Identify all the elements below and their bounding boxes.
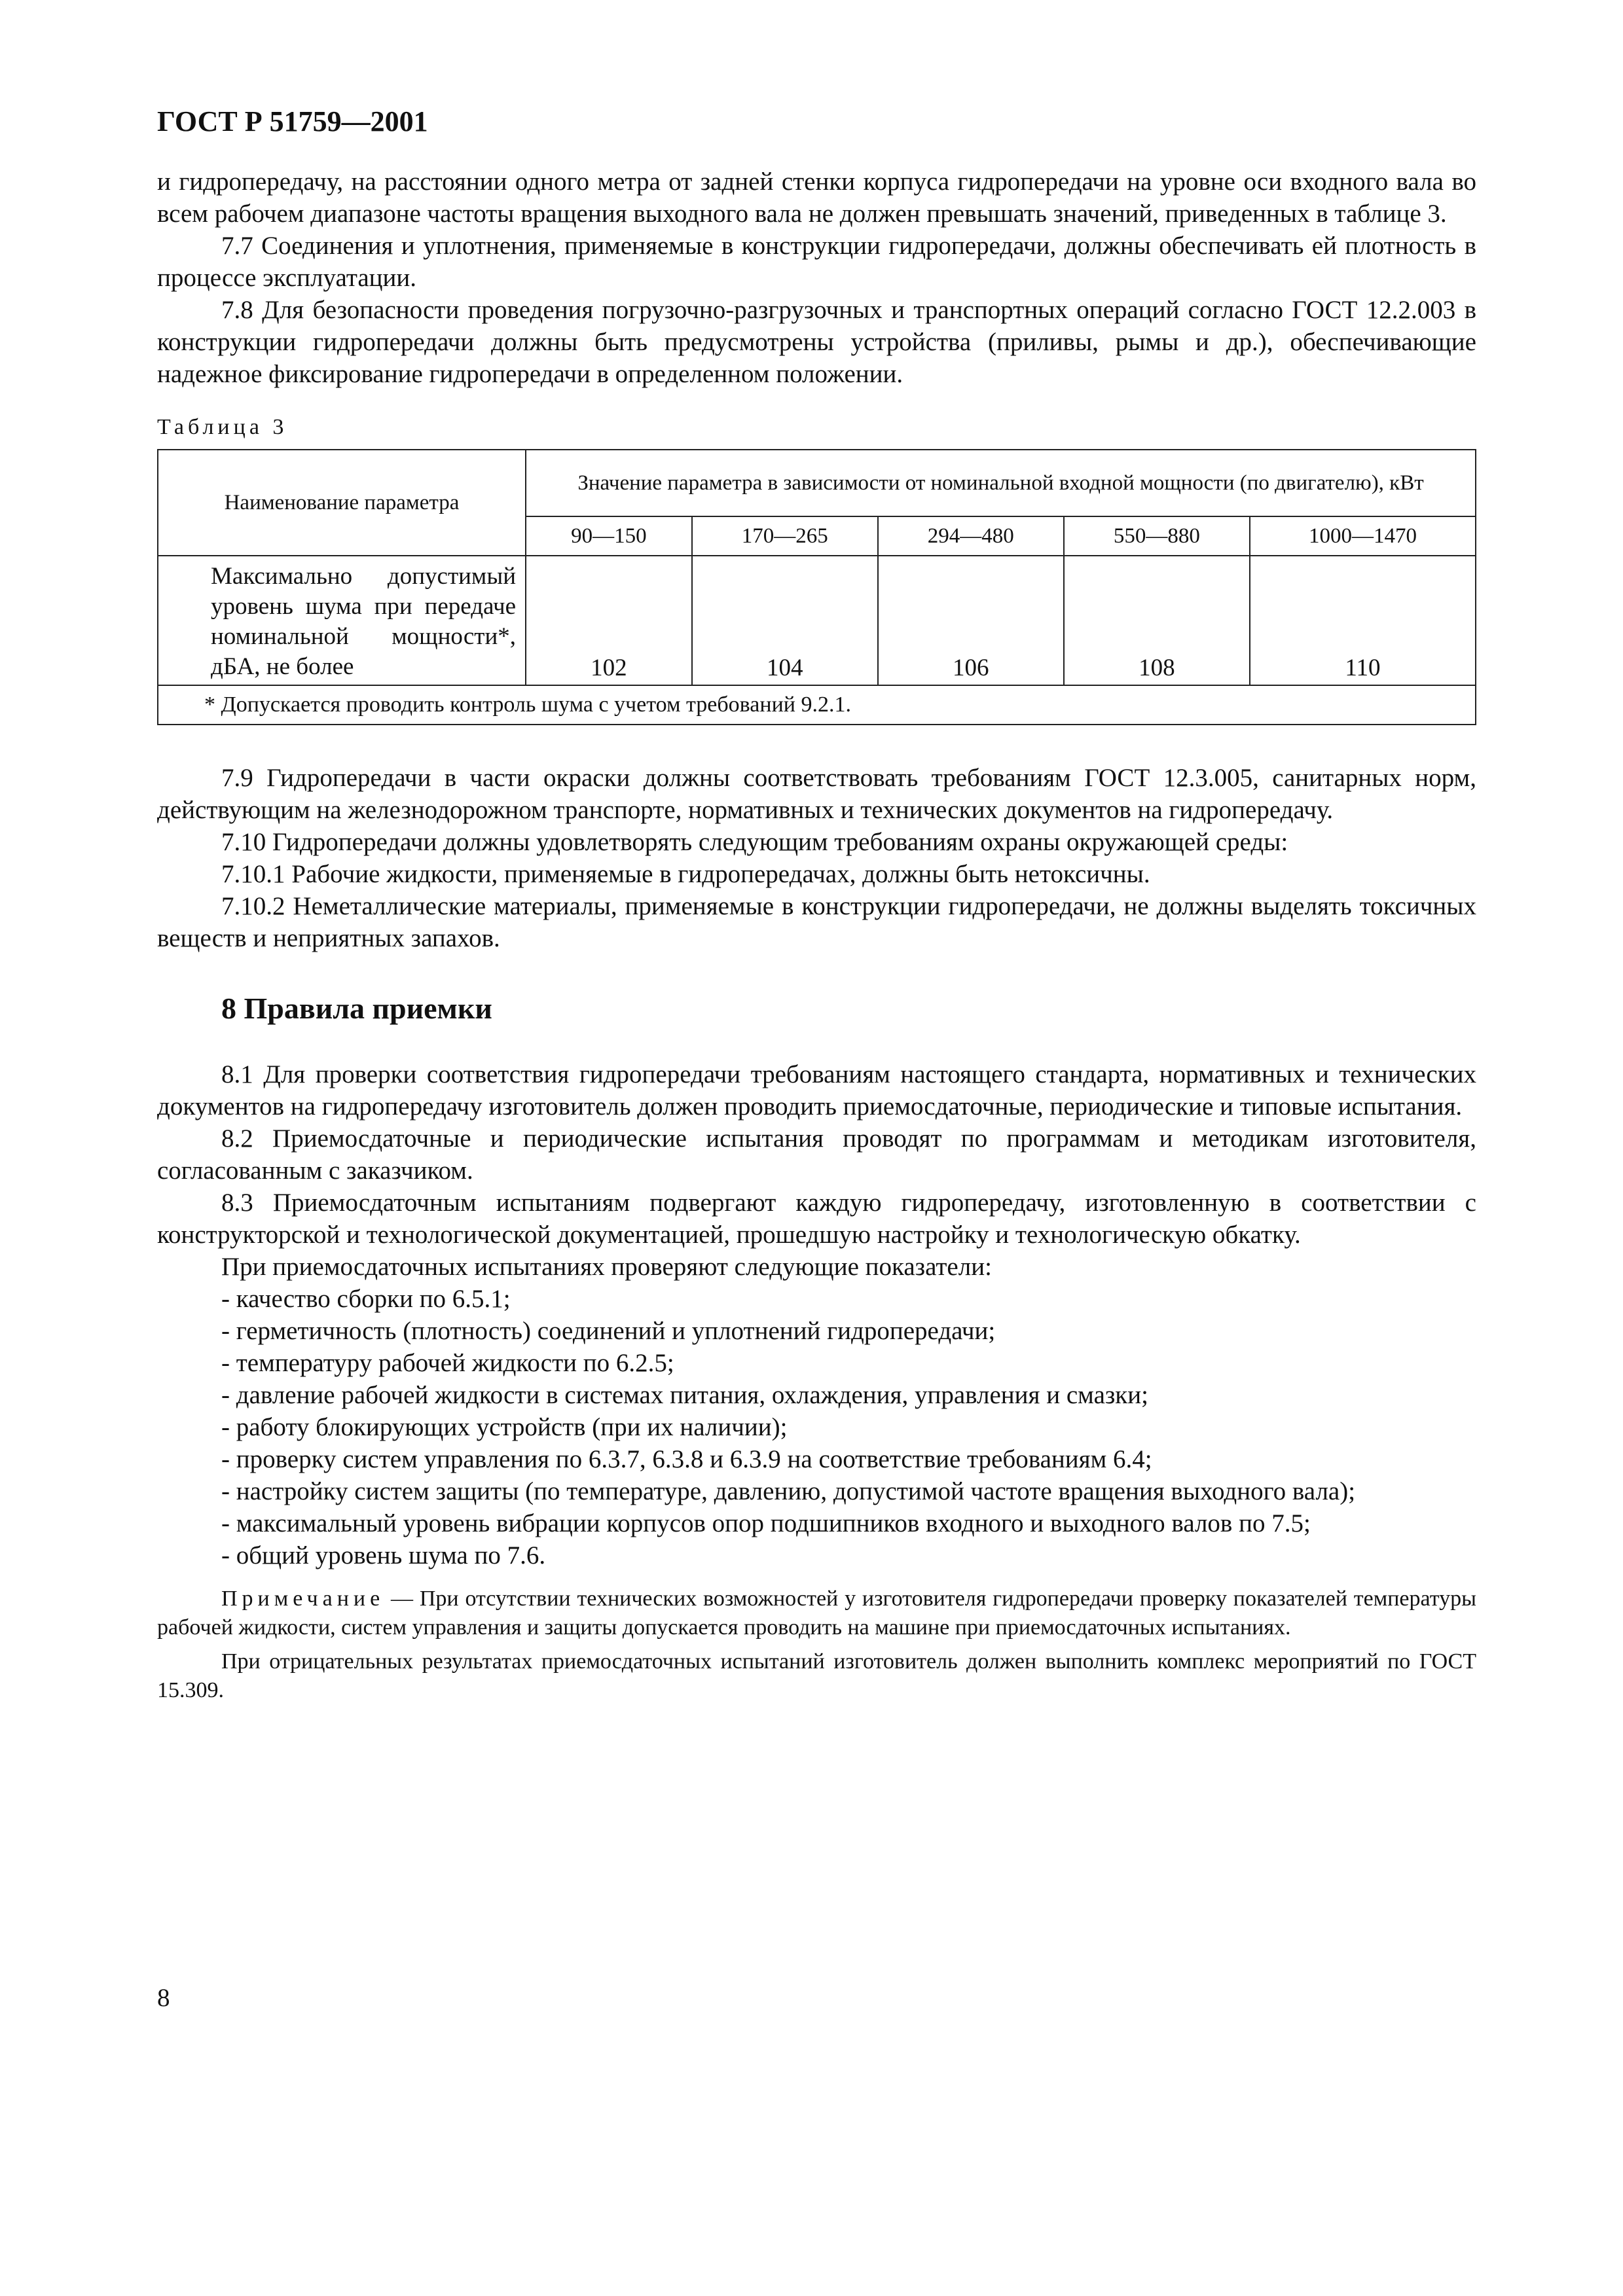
paragraph: 7.9 Гидропередачи в части окраски должны соответствовать требованиям ГОСТ 12.3.005, санитарных норм, действующим на железнодорожном транспорте, нормативных и технических документов на гидропередачу. [157, 764, 1476, 824]
list-item: - общий уровень шума по 7.6. [221, 1541, 546, 1570]
table-cell: 110 [1250, 556, 1476, 685]
noise-table [157, 449, 1476, 725]
paragraph: 7.10.1 Рабочие жидкости, применяемые в гидропередачах, должны быть нетоксичны. [221, 860, 1150, 888]
paragraph: 7.10 Гидропередачи должны удовлетворять следующим требованиям охраны окружающей среды: [221, 828, 1288, 856]
note-continuation: При отрицательных результатах приемосдаточных испытаний изготовитель должен выполнить комплекс мероприятий по ГОСТ 15.309. [157, 1649, 1476, 1702]
section-title: 8 Правила приемки [221, 992, 492, 1025]
document-header: ГОСТ Р 51759—2001 [157, 105, 428, 137]
note-text: — При отсутствии технических возможностей у изготовителя гидропередачи проверку показателей температуры рабочей жидкости, систем управления и защиты допускается проводить на машине при приемосдаточных испытаниях. [157, 1587, 1476, 1640]
column-header: 550—880 [1064, 516, 1250, 556]
table-cell: 108 [1064, 556, 1250, 685]
table-cell: 106 [878, 556, 1064, 685]
column-header: 294—480 [878, 516, 1064, 556]
paragraph: 7.10.2 Неметаллические материалы, применяемые в конструкции гидропередачи, не должны выделять токсичных веществ и неприятных запахов. [157, 892, 1476, 952]
note-label: Примечание [221, 1587, 385, 1611]
paragraph: и гидропередачу, на расстоянии одного метра от задней стенки корпуса гидропередачи на уровне оси входного вала во всем рабочем диапазоне частоты вращения выходного вала не должен превышать значений, приведенных в таблице 3. [157, 168, 1476, 228]
page-number: 8 [157, 1984, 170, 2012]
paragraph: 7.7 Соединения и уплотнения, применяемые в конструкции гидропередачи, должны обеспечивать ей плотность в процессе эксплуатации. [157, 232, 1476, 292]
paragraph: 8.1 Для проверки соответствия гидропередачи требованиям настоящего стандарта, нормативных и технических документов на гидропередачу изготовитель должен проводить приемосдаточные, периодические и типовые испытания. [157, 1060, 1476, 1121]
list-item: - температуру рабочей жидкости по 6.2.5; [221, 1349, 674, 1377]
column-header: 170—265 [692, 516, 878, 556]
list-item: - герметичность (плотность) соединений и уплотнений гидропередачи; [221, 1317, 996, 1345]
list-item: - максимальный уровень вибрации корпусов опор подшипников входного и выходного валов по 7.5; [221, 1509, 1311, 1537]
paragraph: 7.8 Для безопасности проведения погрузочно-разгрузочных и транспортных операций согласно ГОСТ 12.2.003 в конструкции гидропередачи должны быть предусмотрены устройства (приливы, рымы и др.), обеспечивающие надежное фиксирование гидропередачи в определенном положении. [157, 296, 1476, 388]
list-item: - давление рабочей жидкости в системах питания, охлаждения, управления и смазки; [221, 1381, 1148, 1409]
paragraph: При приемосдаточных испытаниях проверяют следующие показатели: [221, 1253, 992, 1281]
document-page [157, 105, 1476, 1705]
list-item: - качество сборки по 6.5.1; [221, 1285, 511, 1313]
table-footnote: * Допускается проводить контроль шума с учетом требований 9.2.1. [158, 685, 1476, 725]
param-header: Наименование параметра [158, 450, 526, 556]
value-header: Значение параметра в зависимости от номинальной входной мощности (по двигателю), кВт [526, 450, 1476, 516]
paragraph: 8.2 Приемосдаточные и периодические испытания проводят по программам и методикам изготовителя, согласованным с заказчиком. [157, 1124, 1476, 1185]
table-cell: 102 [526, 556, 692, 685]
table-cell: 104 [692, 556, 878, 685]
column-header: 1000—1470 [1250, 516, 1476, 556]
list-item: - проверку систем управления по 6.3.7, 6.3.8 и 6.3.9 на соответствие требованиям 6.4; [221, 1445, 1152, 1473]
note [157, 1585, 1476, 1642]
list-item: - работу блокирующих устройств (при их наличии); [221, 1413, 788, 1441]
paragraph: 8.3 Приемосдаточным испытаниям подвергают каждую гидропередачу, изготовленную в соответствии с конструкторской и технологической документацией, прошедшую настройку и технологическую обкатку. [157, 1189, 1476, 1249]
table-caption: Таблица 3 [157, 415, 288, 439]
list-item: - настройку систем защиты (по температуре, давлению, допустимой частоте вращения выходного вала); [221, 1477, 1356, 1505]
row-label: Максимально допустимый уровень шума при передаче номинальной мощности*, дБА, не более [158, 556, 526, 685]
column-header: 90—150 [526, 516, 692, 556]
